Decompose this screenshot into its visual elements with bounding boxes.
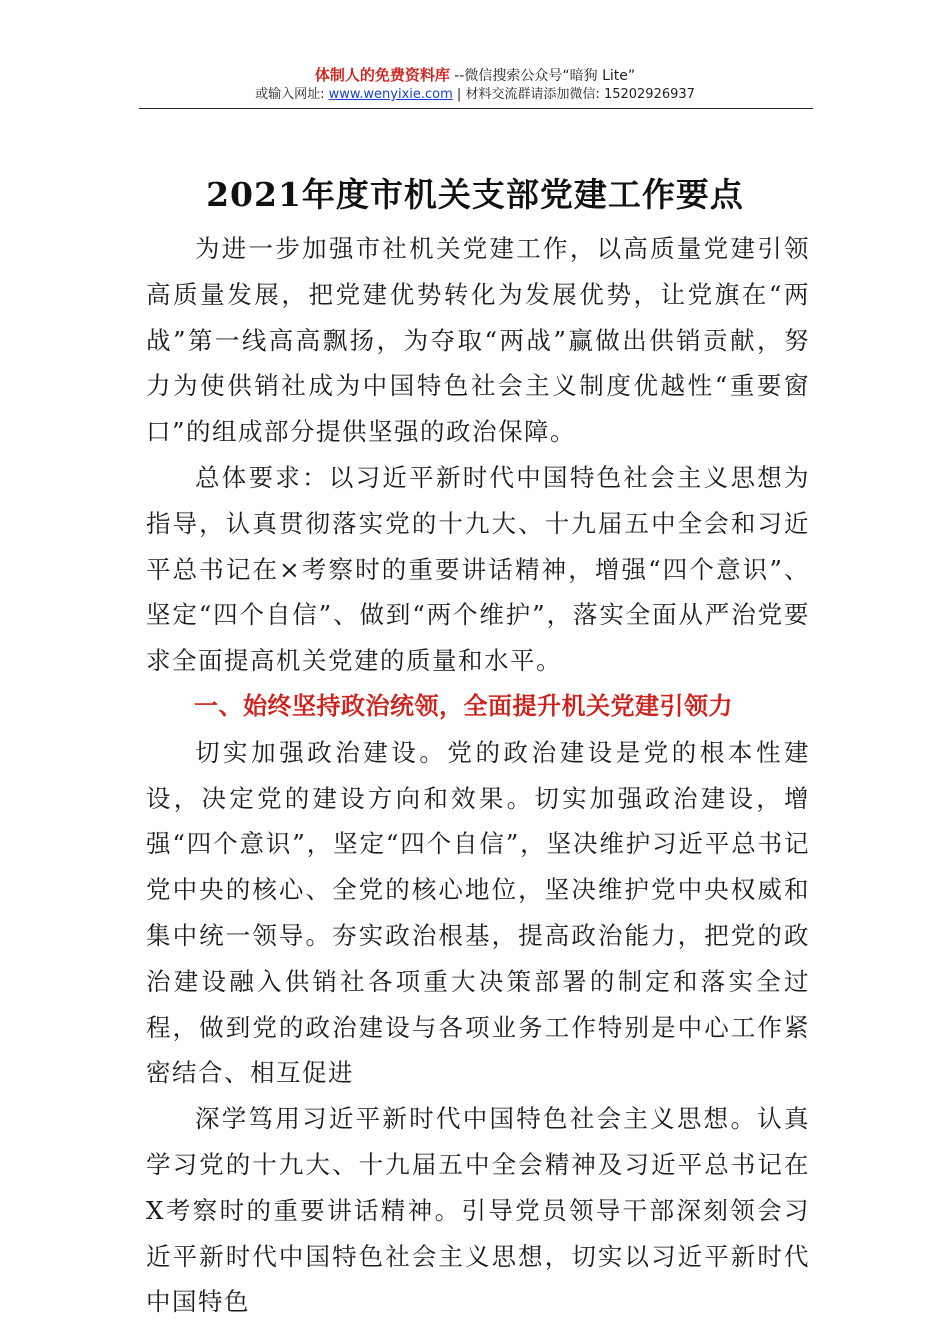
section-1-heading: 一、始终坚持政治统领，全面提升机关党建引领力 xyxy=(194,691,733,720)
header-divider xyxy=(139,108,813,109)
brand-name: 体制人的免费资料库 xyxy=(314,66,450,84)
document-title: 2021年度市机关支部党建工作要点 xyxy=(206,175,744,215)
section-1-paragraph-2: 深学笃用习近平新时代中国特色社会主义思想。认真学习党的十九大、十九届五中全会精神及习近平总书记在X考察时的重要讲话精神。引导党员领导干部深刻领会习近平新时代中国特色社会主义思想，切实以习近平新时代中国特色 xyxy=(146,1104,810,1317)
intro-paragraph: 为进一步加强市社机关党建工作，以高质量党建引领高质量发展，把党建优势转化为发展优势，让党旗在“两战”第一线高高飘扬，为夺取“两战”赢做出供销贡献，努力为使供销社成为中国特色社会主义制度优越性“重要窗口”的组成部分提供坚强的政治保障。 xyxy=(146,234,810,447)
header-tagline: --微信搜索公众号“暗狗 Lite” xyxy=(449,68,636,84)
contact-info: | 材料交流群请添加微信: 15202926937 xyxy=(452,87,695,102)
document-body xyxy=(146,226,810,1325)
url-prefix: 或输入网址: xyxy=(255,87,329,102)
header-line-1 xyxy=(0,66,950,85)
page-header xyxy=(0,66,950,104)
website-link[interactable]: www.wenyixie.com xyxy=(328,87,453,102)
general-requirements-paragraph: 总体要求：以习近平新时代中国特色社会主义思想为指导，认真贯彻落实党的十九大、十九届五中全会和习近平总书记在×考察时的重要讲话精神，增强“四个意识”、坚定“四个自信”、做到“两个维护”，落实全面从严治党要求全面提高机关党建的质量和水平。 xyxy=(146,462,810,676)
header-line-2 xyxy=(0,86,950,104)
section-1-paragraph-1: 切实加强政治建设。党的政治建设是党的根本性建设，决定党的建设方向和效果。切实加强政治建设，增强“四个意识”，坚定“四个自信”，坚决维护习近平总书记党中央的核心、全党的核心地位，坚决维护党中央权威和集中统一领导。夯实政治根基，提高政治能力，把党的政治建设融入供销社各项重大决策部署的制定和落实全过程，做到党的政治建设与各项业务工作特别是中心工作紧密结合、相互促进 xyxy=(146,737,810,1088)
